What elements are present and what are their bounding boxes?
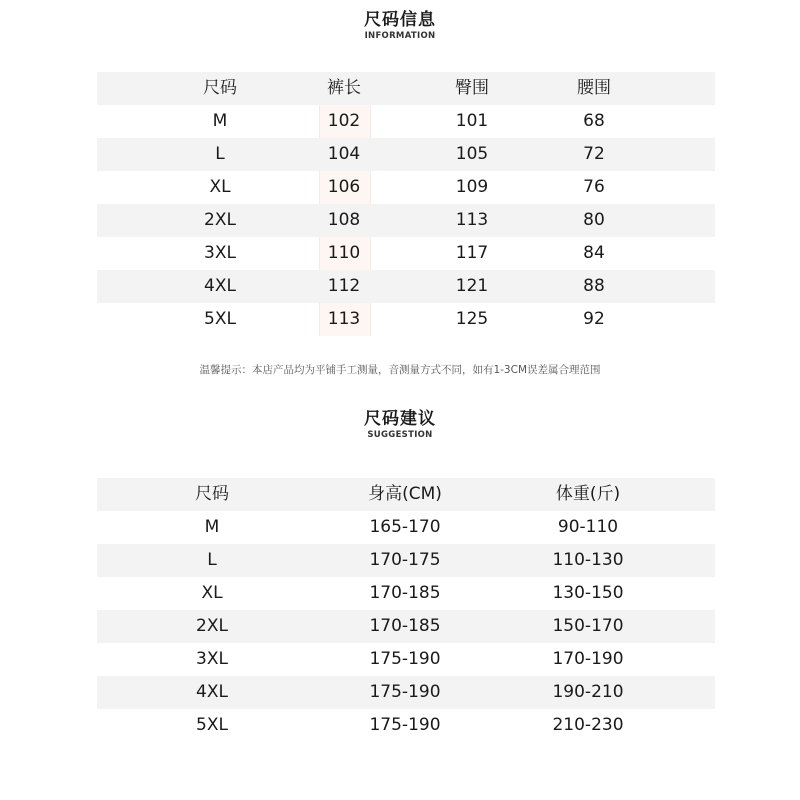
length-cell: 104 bbox=[327, 144, 361, 164]
table-row bbox=[97, 171, 715, 204]
table-row bbox=[97, 577, 715, 610]
size-cell: 3XL bbox=[204, 243, 236, 263]
suggestion-title: 尺码建议 bbox=[364, 409, 436, 429]
hip-cell: 105 bbox=[455, 144, 489, 164]
weight-cell: 190-210 bbox=[552, 682, 624, 702]
size-cell: 4XL bbox=[196, 682, 228, 702]
waist-cell: 72 bbox=[583, 144, 605, 164]
waist-cell: 92 bbox=[583, 309, 605, 329]
hip-cell: 101 bbox=[455, 111, 489, 131]
height-cell: 165-170 bbox=[369, 517, 441, 537]
table-row bbox=[97, 270, 715, 303]
length-cell: 106 bbox=[327, 177, 361, 197]
weight-cell: 110-130 bbox=[552, 550, 624, 570]
info-subtitle: INFORMATION bbox=[364, 31, 436, 41]
hip-cell: 109 bbox=[455, 177, 489, 197]
height-cell: 170-175 bbox=[369, 550, 441, 570]
header-size: 尺码 bbox=[195, 484, 229, 504]
length-cell: 110 bbox=[327, 243, 361, 263]
size-cell: 5XL bbox=[204, 309, 236, 329]
height-cell: 170-185 bbox=[369, 583, 441, 603]
header-size: 尺码 bbox=[203, 78, 237, 98]
table-row bbox=[97, 138, 715, 171]
hip-cell: 117 bbox=[455, 243, 489, 263]
size-cell: 2XL bbox=[204, 210, 236, 230]
table-row bbox=[97, 204, 715, 237]
table-row bbox=[97, 544, 715, 577]
waist-cell: 88 bbox=[583, 276, 605, 296]
size-cell: XL bbox=[209, 177, 231, 197]
table-row bbox=[97, 610, 715, 643]
header-height: 身高(CM) bbox=[368, 484, 442, 504]
table-row bbox=[97, 105, 715, 138]
length-cell: 102 bbox=[327, 111, 361, 131]
table-row bbox=[97, 511, 715, 544]
header-weight: 体重(斤) bbox=[555, 484, 621, 504]
info-table bbox=[97, 72, 715, 336]
size-cell: 4XL bbox=[204, 276, 236, 296]
height-cell: 175-190 bbox=[369, 649, 441, 669]
measurement-note: 温馨提示：本店产品均为平铺手工测量，音测量方式不同，如有1-3CM误差属合理范围 bbox=[199, 364, 601, 376]
height-cell: 170-185 bbox=[369, 616, 441, 636]
table-row bbox=[97, 676, 715, 709]
table-row bbox=[97, 303, 715, 336]
size-cell: 2XL bbox=[196, 616, 228, 636]
size-cell: 3XL bbox=[196, 649, 228, 669]
length-cell: 113 bbox=[327, 309, 361, 329]
waist-cell: 80 bbox=[583, 210, 605, 230]
table-header-row bbox=[97, 72, 715, 105]
table-header-row bbox=[97, 478, 715, 511]
height-cell: 175-190 bbox=[369, 682, 441, 702]
weight-cell: 170-190 bbox=[552, 649, 624, 669]
header-length: 裤长 bbox=[327, 78, 361, 98]
waist-cell: 68 bbox=[583, 111, 605, 131]
hip-cell: 125 bbox=[455, 309, 489, 329]
suggestion-subtitle: SUGGESTION bbox=[367, 430, 433, 440]
table-row bbox=[97, 643, 715, 676]
table-row bbox=[97, 237, 715, 270]
length-cell: 112 bbox=[327, 276, 361, 296]
weight-cell: 210-230 bbox=[552, 715, 624, 735]
size-cell: XL bbox=[201, 583, 223, 603]
size-cell: M bbox=[204, 517, 220, 537]
hip-cell: 121 bbox=[455, 276, 489, 296]
size-cell: L bbox=[215, 144, 225, 164]
size-cell: 5XL bbox=[196, 715, 228, 735]
weight-cell: 150-170 bbox=[552, 616, 624, 636]
size-cell: M bbox=[212, 111, 228, 131]
suggestion-table bbox=[97, 478, 715, 742]
header-waist: 腰围 bbox=[577, 78, 611, 98]
info-title: 尺码信息 bbox=[364, 10, 436, 30]
height-cell: 175-190 bbox=[369, 715, 441, 735]
weight-cell: 130-150 bbox=[552, 583, 624, 603]
waist-cell: 84 bbox=[583, 243, 605, 263]
size-cell: L bbox=[207, 550, 217, 570]
weight-cell: 90-110 bbox=[557, 517, 619, 537]
waist-cell: 76 bbox=[583, 177, 605, 197]
table-row bbox=[97, 709, 715, 742]
header-hip: 臀围 bbox=[455, 78, 489, 98]
length-cell: 108 bbox=[327, 210, 361, 230]
hip-cell: 113 bbox=[455, 210, 489, 230]
